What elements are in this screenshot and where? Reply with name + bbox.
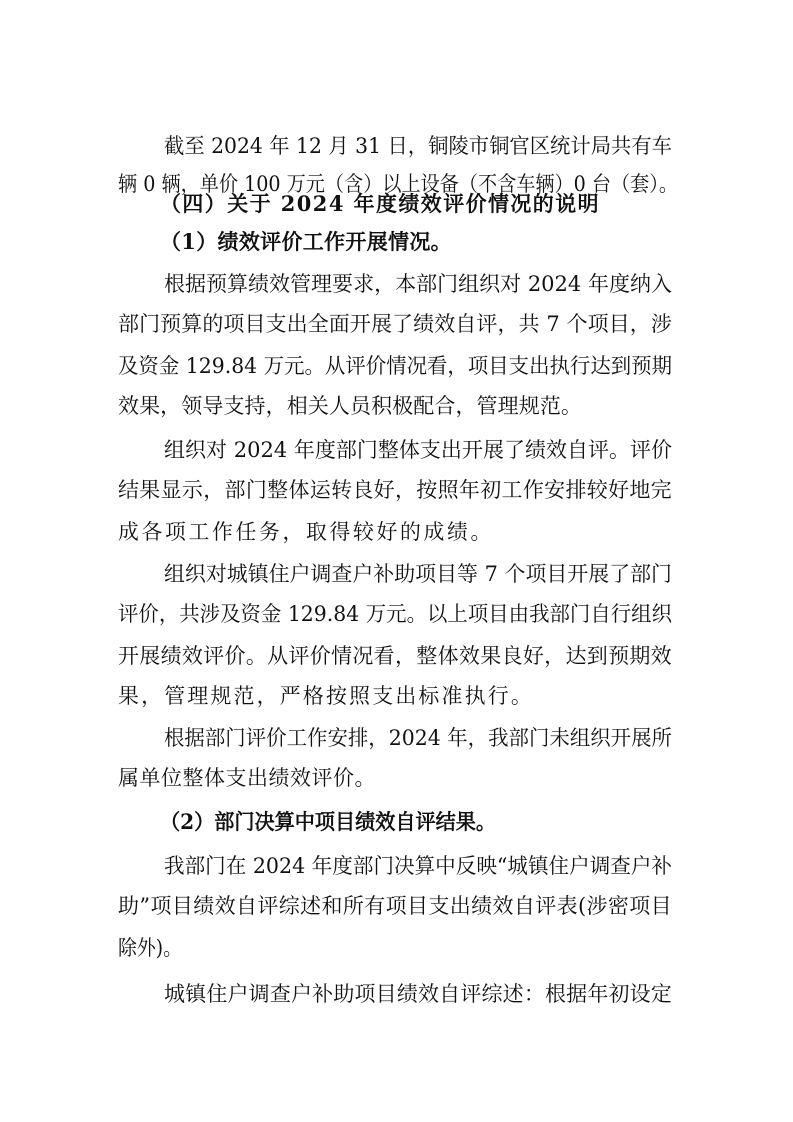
paragraph-line: 结果显示，部门整体运转良好，按照年初工作安排较好地完 [118,478,672,502]
paragraph-line: 及资金 129.84 万元。从评价情况看，项目支出执行达到预期 [118,354,672,378]
paragraph-line: 成各项工作任务，取得较好的成绩。 [118,520,494,544]
paragraph-line: 我部门在 2024 年度部门决算中反映“城镇住户调查户补 [164,854,673,878]
section-heading: （四）关于 2024 年度绩效评价情况的说明 [160,191,601,216]
paragraph-line: 截至 2024 年 12 月 31 日，铜陵市铜官区统计局共有车 [164,134,672,158]
paragraph-line: 组织对 2024 年度部门整体支出开展了绩效自评。评价 [164,438,673,462]
subsection-heading: （1）绩效评价工作开展情况。 [160,229,452,254]
paragraph-line: 果，管理规范，严格按照支出标准执行。 [118,684,534,708]
paragraph-line: 助”项目绩效自评综述和所有项目支出绩效自评表(涉密项目 [118,894,673,918]
paragraph-line: 组织对城镇住户调查户补助项目等 7 个项目开展了部门 [164,562,672,586]
paragraph-line: 开展绩效评价。从评价情况看，整体效果良好，达到预期效 [118,644,672,668]
paragraph-line: 部门预算的项目支出全面开展了绩效自评，共 7 个项目，涉 [118,312,672,336]
paragraph-line: 城镇住户调查户补助项目绩效自评综述：根据年初设定 [164,982,672,1006]
paragraph-line: 除外)。 [118,936,182,960]
paragraph-line: 效果，领导支持，相关人员积极配合，管理规范。 [118,394,583,418]
paragraph-line: 属单位整体支出绩效评价。 [118,766,376,790]
paragraph-line: 根据部门评价工作安排，2024 年，我部门未组织开展所 [164,726,672,750]
paragraph-line: 评价，共涉及资金 129.84 万元。以上项目由我部门自行组织 [118,602,672,626]
subsection-heading: （2）部门决算中项目绩效自评结果。 [160,809,497,834]
paragraph-line: 根据预算绩效管理要求，本部门组织对 2024 年度纳入 [164,272,673,296]
paragraph-line: 辆 0 辆，单价 100 万元（含）以上设备（不含车辆）0 台（套）。 [118,172,678,196]
